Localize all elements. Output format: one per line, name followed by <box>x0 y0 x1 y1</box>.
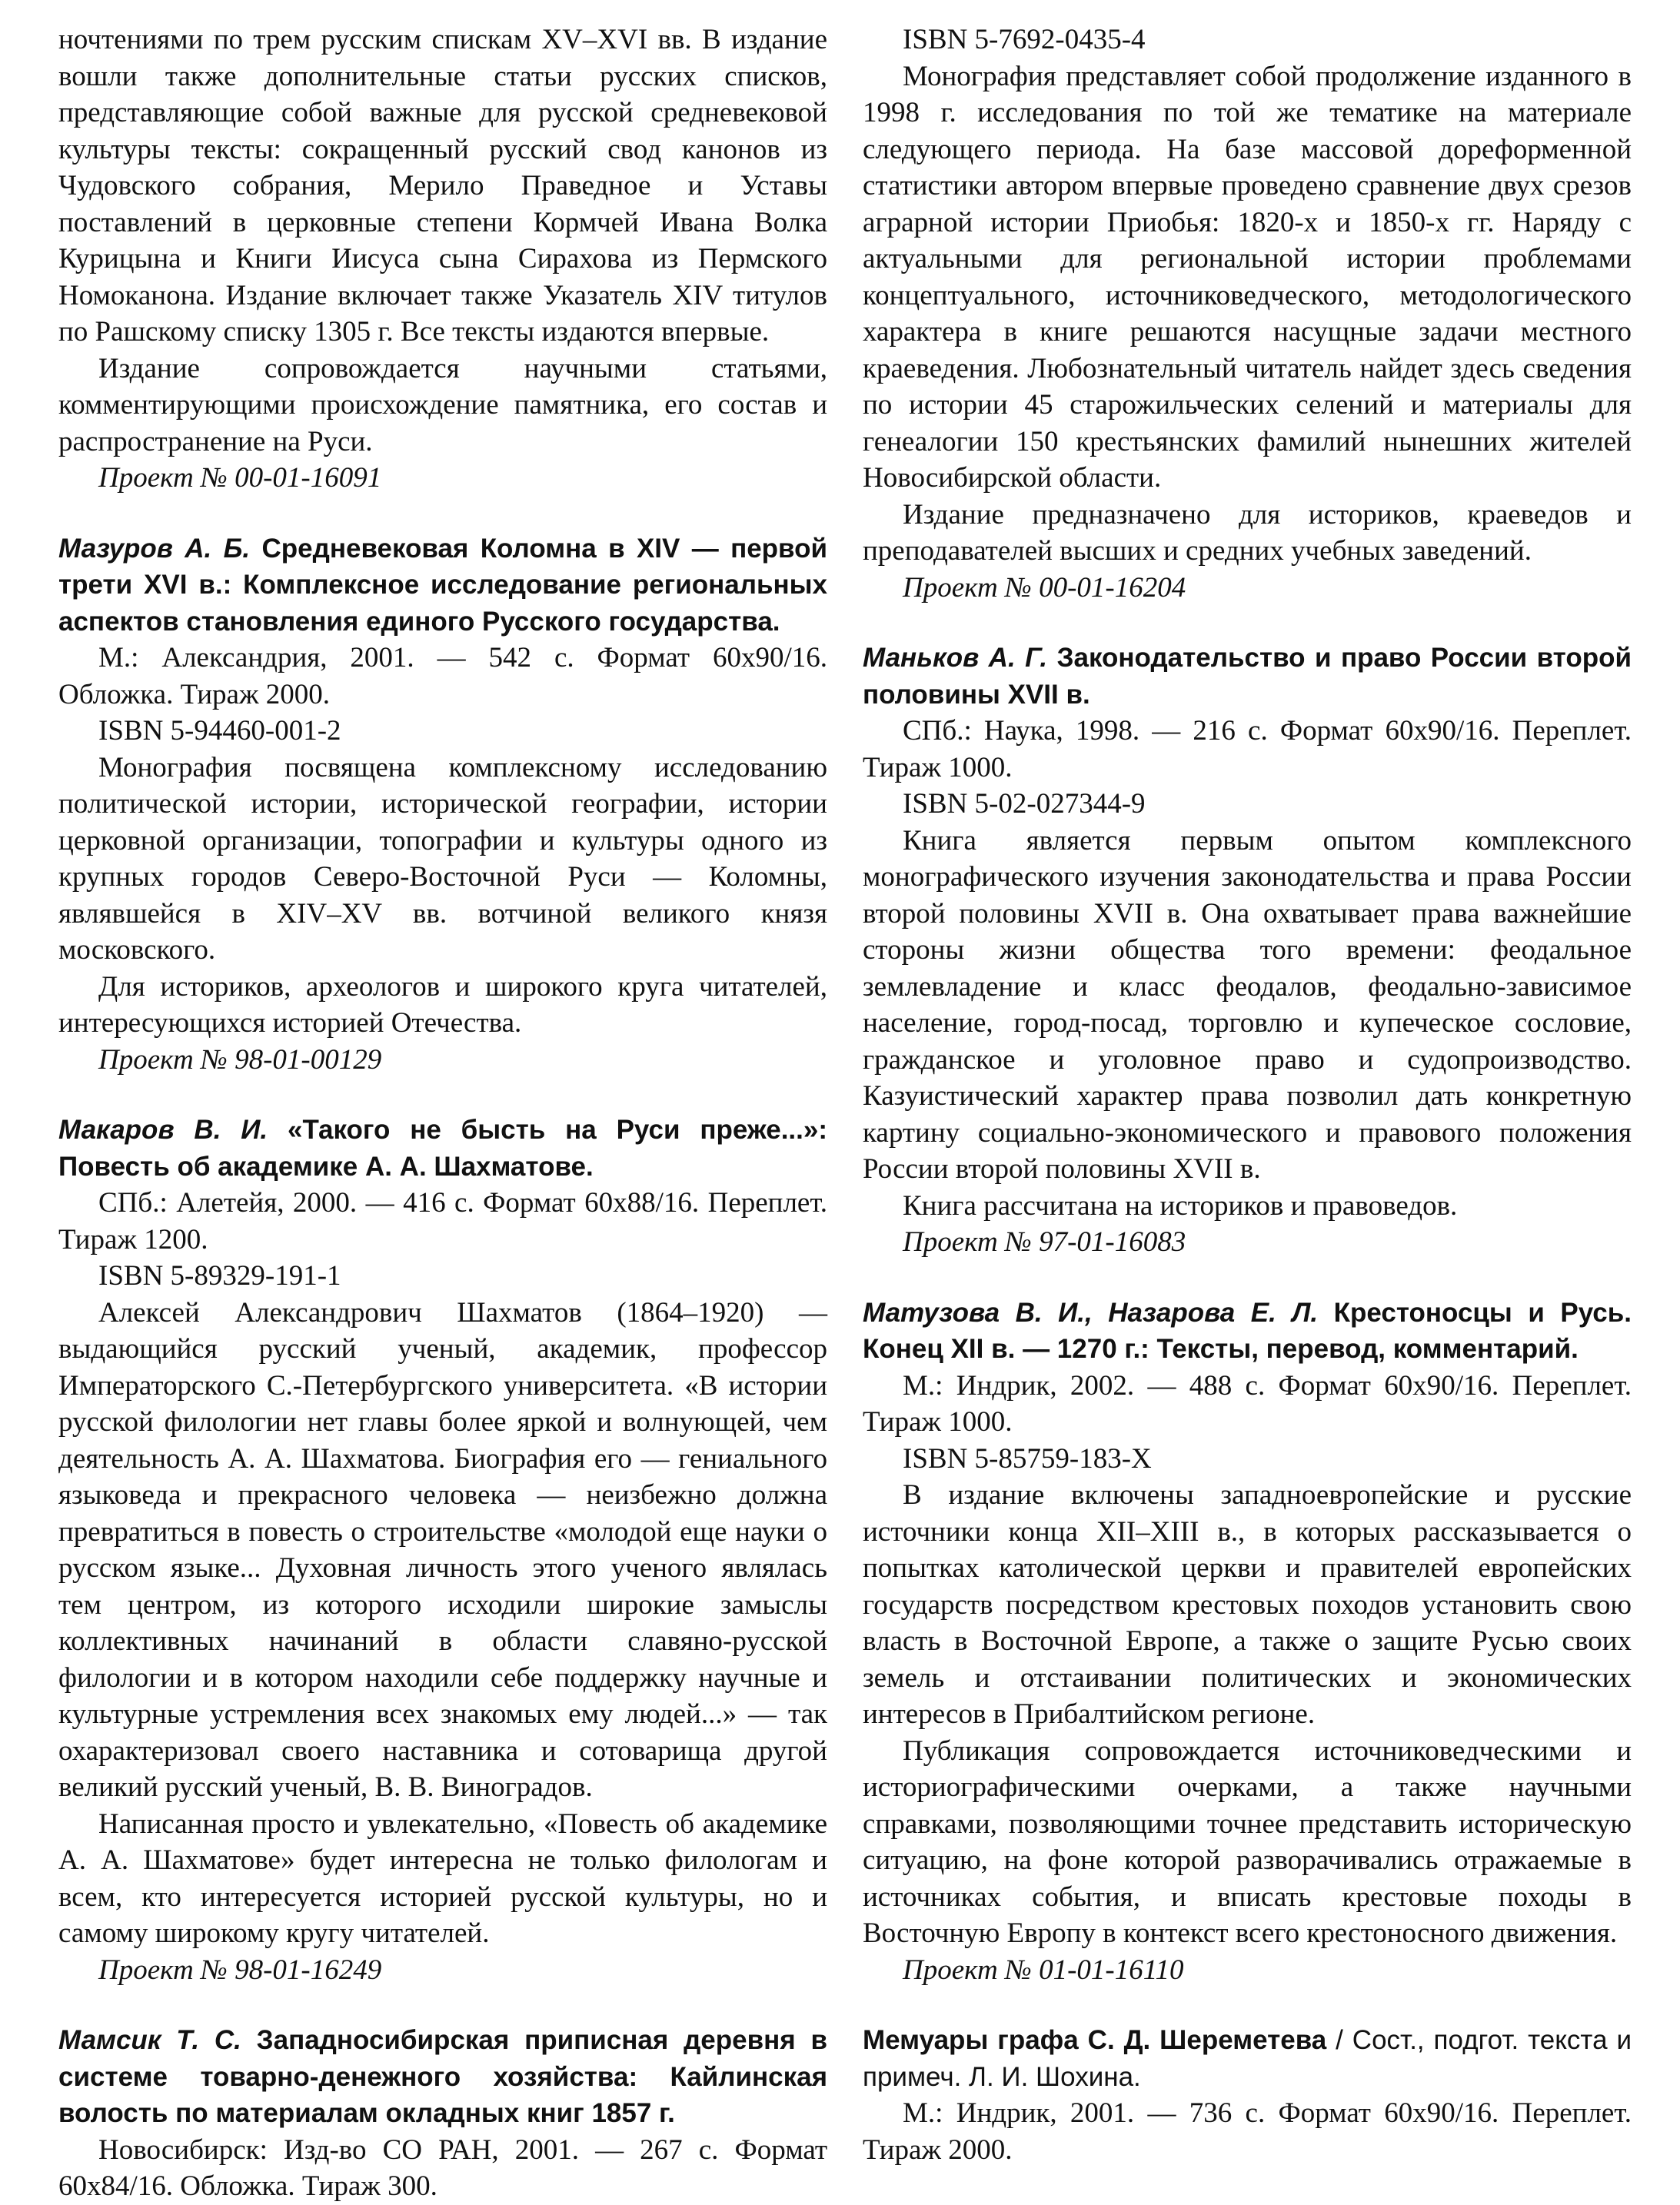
entry-title: Мемуары графа С. Д. Шереметева <box>863 2025 1327 2055</box>
entry-author: Матузова В. И., Назарова Е. Л. <box>863 1297 1319 1328</box>
entry-description: Книга является первым опытом комплексного монографического изучения законодательства и права России второй половины XVII в. Она охватывает права важнейшие стороны жизни общества того времени: феодальное землевладение и класс феодалов, феодально-зависимое население, город-посад, торговлю и купеческое сословие, гражданское и уголовное право и судопроизводство. Казуистический характер права позволил дать конкретную картину социально-экономического и правового положения России второй половины XVII в. <box>863 824 1632 1185</box>
entry-description: ночтениями по трем русским спискам XV–XVI вв. В издание вошли также дополнительные статьи русских списков, представляющие собой важные для русской средневековой культуры тексты: сокращенный русский свод канонов из Чудовского собрания, Мерило Праведное и Уставы поставлений в церковные степени Кормчей Ивана Волка Курицына и Книги Иисуса сына Сирахова из Пермского Номоканона. Издание включает также Указатель XIV титулов по Рашскому списку 1305 г. Все тексты издаются впервые. <box>58 24 827 348</box>
entry-author: Мамсик Т. С. <box>58 2025 241 2055</box>
entry-heading <box>58 1112 827 1185</box>
project-number: Проект № 00-01-16091 <box>98 462 382 494</box>
entry-description: Издание предназначено для историков, краеведов и преподавателей высших и средних учебных заведений. <box>863 498 1632 567</box>
entry-description: Монография посвящена комплексному исследованию политической истории, исторической географии, истории церковной организации, топографии и культуры одного из крупных городов Северо-Восточной Руси — Коломны, являвшейся в XIV–XV вв. вотчиной великого князя московского. <box>58 751 827 966</box>
entry-imprint: М.: Индрик, 2001. — 736 с. Формат 60х90/16. Переплет. Тираж 2000. <box>863 2097 1632 2166</box>
entry-mamsik <box>58 2022 827 2205</box>
entry-heading <box>58 2022 827 2132</box>
entry-makarov <box>58 1112 827 1988</box>
entry-editor-note: / Сост., подгот. текста и примеч. Л. И. Шохина. <box>863 2025 1632 2092</box>
entry-imprint: СПб.: Алетейя, 2000. — 416 с. Формат 60х88/16. Переплет. Тираж 1200. <box>58 1187 827 1255</box>
project-number: Проект № 97-01-16083 <box>903 1226 1186 1258</box>
entry-imprint: М.: Александрия, 2001. — 542 с. Формат 60х90/16. Обложка. Тираж 2000. <box>58 642 827 710</box>
entry-description: Публикация сопровождается источниковедческими и историографическими очерками, а также научными справками, позволяющими точнее представить историческую ситуацию, на фоне которой разворачивались отражаемые в источниках события, и вписать крестовые походы в Восточную Европу в контекст всего крестоносного движения. <box>863 1734 1632 1949</box>
project-number: Проект № 00-01-16204 <box>903 571 1186 604</box>
entry-title: Западносибирская приписная деревня в системе товарно-денежного хозяйства: Кайлинская волость по материалам окладных книг 1857 г. <box>58 2025 827 2128</box>
project-number: Проект № 98-01-00129 <box>98 1043 382 1076</box>
entry-description: В издание включены западноевропейские и русские источники конца XII–XIII в., в которых рассказывается о попытках католической церкви и правителей европейских государств посредством крестовых походов установить свою власть в Восточной Европе, а также о защите Русью своих земель и отстаивании политических и экономических интересов в Прибалтийском регионе. <box>863 1479 1632 1730</box>
entry-mankov <box>863 640 1632 1261</box>
entry-isbn: ISBN 5-94460-001-2 <box>98 715 341 747</box>
entry-mamsik-continued <box>863 22 1632 606</box>
entry-heading <box>863 1295 1632 1368</box>
entry-memoirs <box>863 2022 1632 2168</box>
entry-isbn: ISBN 5-89329-191-1 <box>98 1260 341 1292</box>
entry-heading <box>863 640 1632 713</box>
entry-title: Средневековая Коломна в XIV — первой трети XVI в.: Комплексное исследование региональных аспектов становления единого Русского государства. <box>58 533 827 637</box>
entry-heading <box>863 2022 1632 2095</box>
entry-title: Крестоносцы и Русь. Конец XII в. — 1270 г.: Тексты, перевод, комментарий. <box>863 1297 1632 1364</box>
entry-description: Для историков, археологов и широкого круга читателей, интересующихся историей Отечества. <box>58 970 827 1039</box>
entry-author: Маньков А. Г. <box>863 643 1048 673</box>
left-column <box>58 22 827 2205</box>
entry-matuzova <box>863 1295 1632 1989</box>
entry-mazurov <box>58 530 827 1079</box>
entry-isbn: ISBN 5-7692-0435-4 <box>903 24 1146 55</box>
entry-description: Написанная просто и увлекательно, «Повесть об академике А. А. Шахматове» будет интересна не только филологам и всем, кто интересуется историей русской культуры, но и самому широкому кругу читателей. <box>58 1808 827 1949</box>
entry-imprint: М.: Индрик, 2002. — 488 с. Формат 60х90/16. Переплет. Тираж 1000. <box>863 1369 1632 1438</box>
right-column <box>863 22 1632 2168</box>
entry-description: Алексей Александрович Шахматов (1864–1920) — выдающийся русский ученый, академик, профессор Императорского С.-Петербургского университета. «В истории русской филологии нет главы более яркой и волнующей, чем деятельность А. А. Шахматова. Биография его — гениального языковеда и прекрасного человека — неизбежно должна превратиться в повесть о строительстве «молодой еще науки о русском языке... Духовная личность этого ученого являлась тем центром, из которого исходили широкие замыслы коллективных начинаний в области славяно-русской филологии и в котором находили себе поддержку научные и культурные устремления всех знакомых ему людей...» — так охарактеризовал своего наставника и сотоварища другой великий русский ученый, В. В. Виноградов. <box>58 1296 827 1803</box>
entry-author: Мазуров А. Б. <box>58 533 251 564</box>
entry-description: Книга рассчитана на историков и правоведов. <box>903 1189 1458 1222</box>
entry-description: Монография представляет собой продолжение изданного в 1998 г. исследования по той же тематике на материале следующего периода. На базе массовой дореформенной статистики автором впервые проведено сравнение двух срезов аграрной истории Приобья: 1820-х и 1850-х гг. Наряду с актуальными для региональной истории проблемами концептуального, источниковедческого, методологического характера в книге решаются насущные задачи местного краеведения. Любознательный читатель найдет здесь сведения по истории 45 старожильческих селений и материалы для генеалогии 150 крестьянских фамилий нынешних жителей Новосибирской области. <box>863 60 1632 494</box>
project-number: Проект № 98-01-16249 <box>98 1954 382 1986</box>
entry-title: «Такого не бысть на Руси преже...»: Повесть об академике А. А. Шахматове. <box>58 1115 827 1182</box>
entry-title: Законодательство и право России второй половины XVII в. <box>863 643 1632 710</box>
entry-isbn: ISBN 5-02-027344-9 <box>903 788 1146 820</box>
entry-imprint: СПб.: Наука, 1998. — 216 с. Формат 60х90/16. Переплет. Тираж 1000. <box>863 715 1632 783</box>
entry-author: Макаров В. И. <box>58 1115 268 1145</box>
entry-isbn: ISBN 5-85759-183-X <box>903 1442 1152 1475</box>
project-number: Проект № 01-01-16110 <box>903 1954 1184 1986</box>
entry-heading <box>58 530 827 640</box>
entry-continued <box>58 22 827 497</box>
entry-description: Издание сопровождается научными статьями, комментирующими происхождение памятника, его состав и распространение на Руси. <box>58 352 827 457</box>
entry-imprint: Новосибирск: Изд-во СО РАН, 2001. — 267 с. Формат 60х84/16. Обложка. Тираж 300. <box>58 2133 827 2202</box>
